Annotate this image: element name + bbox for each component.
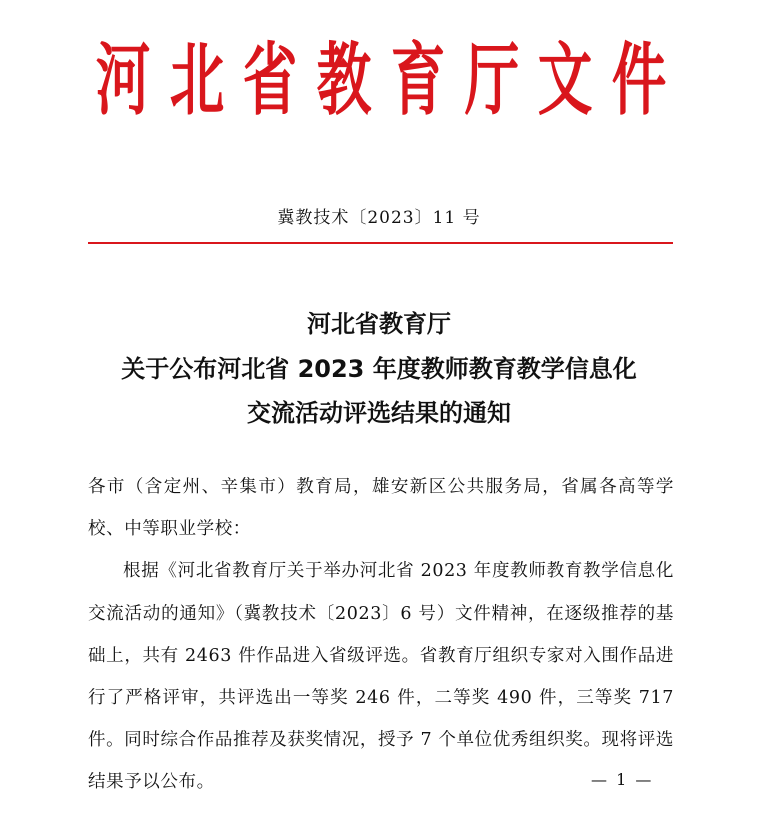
- document-masthead: [88, 30, 674, 130]
- masthead-char: 北: [169, 34, 225, 126]
- masthead-char: 文: [537, 34, 593, 126]
- masthead-char: 育: [390, 34, 446, 126]
- document-body: [88, 466, 674, 804]
- document-number: 冀教技术〔2023〕11 号: [277, 208, 481, 228]
- title-line-1: 河北省教育厅: [307, 310, 451, 338]
- title-line-3: 交流活动评选结果的通知: [247, 399, 511, 427]
- masthead-char: 省: [243, 34, 298, 126]
- title-line-2: 关于公布河北省 2023 年度教师教育教学信息化: [121, 355, 637, 383]
- body-paragraph: 根据《河北省教育厅关于举办河北省 2023 年度教师教育教学信息化交流活动的通知》（冀教技术〔2023〕6 号）文件精神，在逐级推荐的基础上，共有 2463 件作品进入省级评选。省教育厅组织专家对入围作品进行了严格评审，共评选出一等奖 246 件，二等奖 490 件，三等奖 717 件。同时综合作品推荐及获奖情况，授予 7 个单位优秀组织奖。现将评选结果予以公布。: [88, 561, 674, 793]
- masthead-char: 教: [316, 34, 372, 126]
- masthead-char: 厅: [464, 34, 519, 126]
- red-divider-line: [88, 242, 673, 244]
- page-number: — 1 —: [591, 770, 654, 789]
- addressee-paragraph: 各市（含定州、辛集市）教育局，雄安新区公共服务局，省属各高等学校、中等职业学校：: [88, 477, 674, 540]
- masthead-char: 河: [95, 34, 151, 126]
- masthead-char: 件: [611, 34, 667, 126]
